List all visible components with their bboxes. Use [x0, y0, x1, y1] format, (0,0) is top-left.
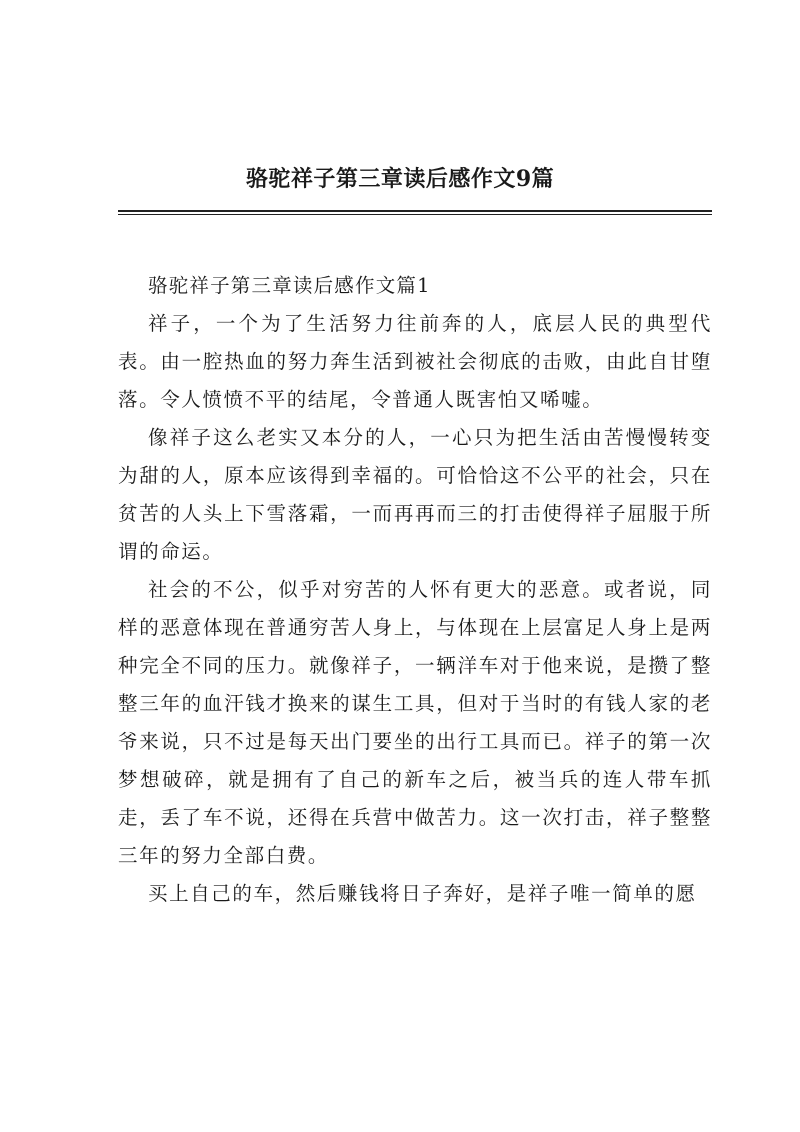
paragraph-1: 祥子，一个为了生活努力往前奔的人，底层人民的典型代表。由一腔热血的努力奔生活到被社会彻底的击败，由此自甘堕落。令人愤愤不平的结尾，令普通人既害怕又唏嘘。	[118, 312, 712, 411]
title-divider	[118, 210, 712, 215]
paragraph-4: 买上自己的车，然后赚钱将日子奔好，是祥子唯一简单的愿	[148, 882, 697, 905]
paragraph-3: 社会的不公，似乎对穷苦的人怀有更大的恶意。或者说，同样的恶意体现在普通穷苦人身上，与体现在上层富足人身上是两种完全不同的压力。就像祥子，一辆洋车对于他来说，是攒了整整三年的血汗钱才换来的谋生工具，但对于当时的有钱人家的老爷来说，只不过是每天出门要坐的出行工具而已。祥子的第一次梦想破碎，就是拥有了自己的新车之后，被当兵的连人带车抓走，丢了车不说，还得在兵营中做苦力。这一次打击，祥子整整三年的努力全部白费。	[118, 578, 712, 867]
document-body	[118, 267, 712, 913]
paragraph-2: 像祥子这么老实又本分的人，一心只为把生活由苦慢慢转变为甜的人，原本应该得到幸福的。可恰恰这不公平的社会，只在贫苦的人头上下雪落霜，一而再再而三的打击使得祥子屈服于所谓的命运。	[118, 426, 712, 563]
document-title: 骆驼祥子第三章读后感作文9篇	[245, 166, 555, 192]
section-heading: 骆驼祥子第三章读后感作文篇1	[148, 274, 431, 297]
